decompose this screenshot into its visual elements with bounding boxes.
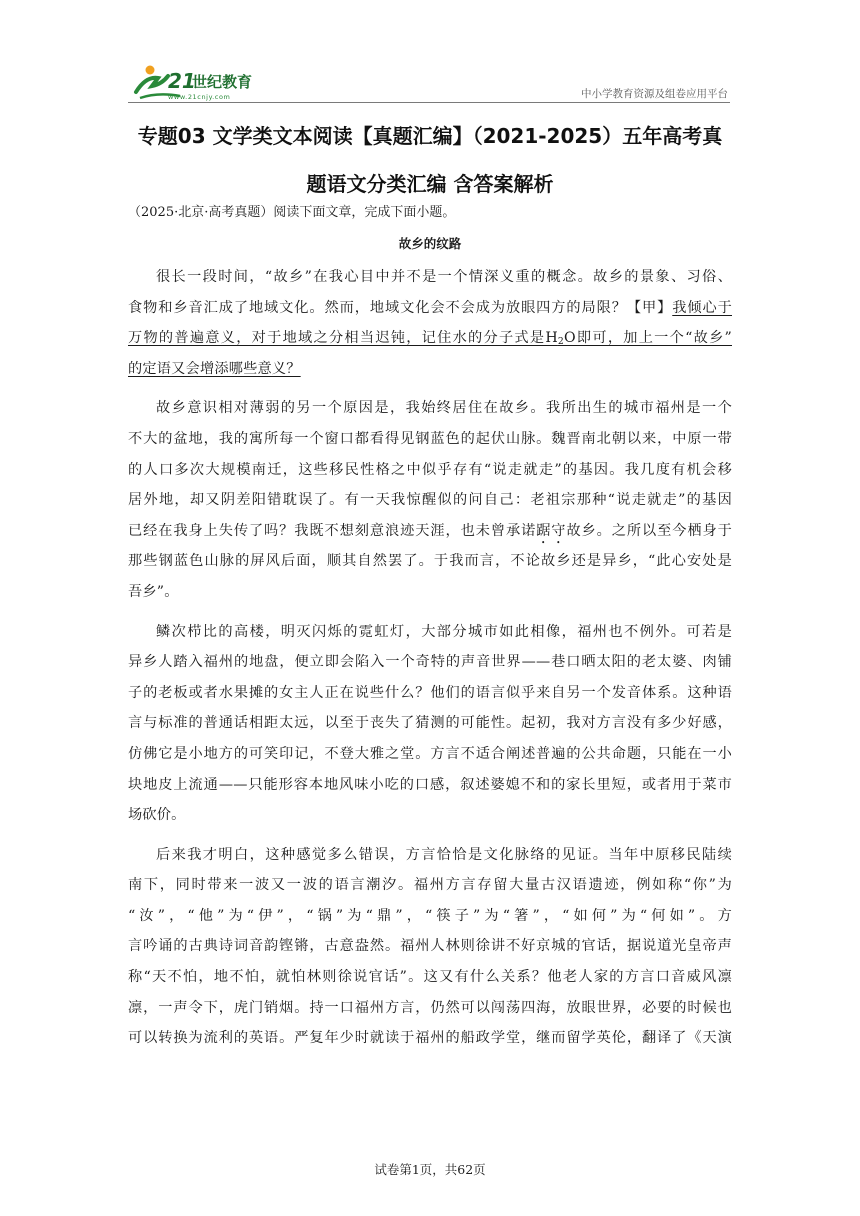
text-line: 可以转换为流利的英语。严复年少时就读于福州的船政学堂，继而留学英伦，翻译了《天演 [128, 1030, 732, 1047]
text-line: 那些钢蓝色山脉的屏风后面，顺其自然罢了。于我而言，不论故乡还是异乡，“此心安处是 [128, 553, 732, 570]
text-line [128, 293, 732, 324]
text-line: 后来我才明白，这种感觉多么错误，方言恰恰是文化脉络的见证。当年中原移民陆续 [156, 846, 732, 863]
title-line-2: 题语文分类汇编 含答案解析 [306, 172, 554, 196]
header-divider [128, 102, 730, 103]
text-line: 称“天不怕，地不怕，就怕林则徐说官话”。这又有什么关系？他老人家的方言口音威风凛 [128, 969, 732, 986]
text-line: 南下，同时带来一波又一波的语言潮汐。福州方言存留大量古汉语遗迹，例如称“你”为 [128, 877, 732, 894]
text-line: 场砍价。 [128, 807, 186, 824]
text-line: 吾乡”。 [128, 583, 179, 600]
paragraph-3 [128, 617, 732, 831]
text-segment: O即可，加上一个“故乡” [564, 330, 732, 347]
article-title: 故乡的纹路 [398, 236, 462, 251]
text-segment: 万物的普遍意义，对于地域之分相当迟钝，记住水的分子式是H [128, 330, 558, 347]
text-segment: 食物和乡音汇成了地域文化。然而，地域文化会不会成为放眼四方的局限？【甲】 [128, 299, 673, 316]
header-platform-text: 中小学教育资源及组卷应用平台 [581, 88, 728, 100]
text-line: 不大的盆地，我的寓所每一个窗口都看得见钢蓝色的起伏山脉。魏晋南北朝以来，中原一带 [128, 430, 732, 447]
text-line: 很长一段时间，“故乡”在我心目中并不是一个情深义重的概念。故乡的景象、习俗、 [156, 269, 732, 285]
text-line [128, 516, 732, 547]
text-line: 言与标准的普通话相距太远，以至于丧失了猜测的可能性。起初，我对方言没有多少好感， [128, 715, 732, 732]
article-body [128, 262, 732, 1054]
title-line-1: 专题03 文学类文本阅读【真题汇编】（2021-2025）五年高考真 [137, 124, 723, 148]
text-line: 块地皮上流通——只能形容本地风味小吃的口感，叙述婆媳不和的家长里短，或者用于菜市 [128, 776, 732, 793]
subscript: 2 [557, 336, 564, 348]
text-line: 的定语又会增添哪些意义？ [128, 360, 301, 377]
svg-text:世纪教育: 世纪教育 [192, 73, 253, 91]
text-line [128, 323, 732, 354]
page-header [128, 62, 730, 104]
text-line: 仿佛它是小地方的可笑印记，不登大雅之堂。方言不适合阐述普遍的公共命题，只能在一小 [128, 745, 732, 762]
emphasized-word: 踞守 [536, 522, 567, 539]
svg-text:www.21cnjy.com: www.21cnjy.com [168, 93, 231, 101]
text-line: 言吟诵的古典诗词音韵铿锵，古意盎然。福州人林则徐讲不好京城的官话，据说道光皇帝声 [128, 938, 732, 955]
text-line: “汝”，“他”为“伊”，“锅”为“鼎”，“筷子”为“箸”，“如何”为“何如”。方 [128, 907, 732, 924]
question-source: （2025·北京·高考真题）阅读下面文章，完成下面小题。 [128, 205, 456, 220]
text-segment: 故乡。之所以至今栖身于 [566, 522, 733, 539]
text-line: 故乡意识相对薄弱的另一个原因是，我始终居住在故乡。我所出生的城市福州是一个 [156, 400, 732, 417]
paragraph-1 [128, 262, 732, 384]
text-line: 居外地，却又阴差阳错耽误了。有一天我惊醒似的问自己：老祖宗那种“说走就走”的基因 [128, 492, 732, 509]
svg-text:21: 21 [168, 69, 196, 93]
text-line: 异乡人踏入福州的地盘，便立即会陷入一个奇特的声音世界——巷口晒太阳的老太婆、肉铺 [128, 654, 732, 671]
text-line: 鳞次栉比的高楼，明灭闪烁的霓虹灯，大部分城市如此相像，福州也不例外。可若是 [156, 623, 732, 640]
runner-logo-icon [128, 62, 278, 104]
page-footer: 试卷第1页，共62页 [374, 1162, 486, 1177]
text-line: 的人口多次大规模南迁，这些移民性格之中似乎存有“说走就走”的基因。我几度有机会移 [128, 461, 732, 478]
text-line: 子的老板或者水果摊的女主人正在说些什么？他们的语言似乎来自另一个发音体系。这种语 [128, 684, 732, 701]
page-title [128, 112, 732, 208]
text-segment: 已经在我身上失传了吗？我既不想刻意浪迹天涯，也未曾承诺 [128, 522, 537, 539]
underlined-sentence: 我倾心于 [672, 299, 732, 316]
text-line: 凛，一声令下，虎门销烟。持一口福州方言，仍然可以闯荡四海，放眼世界，必要的时候也 [128, 999, 732, 1016]
logo [128, 62, 278, 104]
paragraph-2 [128, 393, 732, 607]
paragraph-4 [128, 840, 732, 1054]
